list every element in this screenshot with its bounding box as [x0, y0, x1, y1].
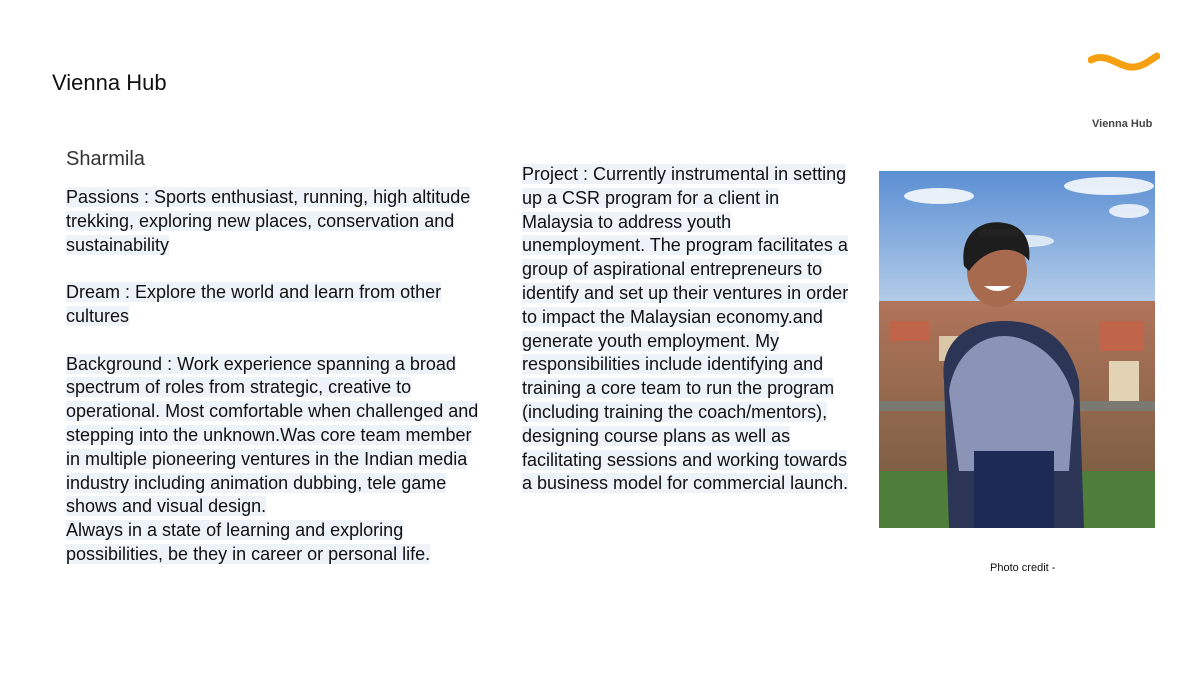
profile-name: Sharmila [66, 148, 145, 170]
page-title: Vienna Hub [52, 70, 167, 95]
photo-credit: Photo credit - [990, 562, 1056, 574]
profile-photo [879, 171, 1155, 528]
profile-right-column [522, 163, 852, 496]
background-text: Background : Work experience spanning a broad spectrum of roles from strategic, creative to operational. Most comfortable when challenged and stepping into the unknown.Was core team member in multiple pioneering ventures in the Indian media industry including animation dubbing, tele game shows and visual design. [66, 353, 479, 517]
background-extra-text: Always in a state of learning and exploring possibilities, be they in career or personal life. [66, 520, 431, 564]
logo-text: Vienna Hub [1092, 118, 1153, 130]
passions-text: Passions : Sports enthusiast, running, high altitude trekking, exploring new places, conservation and sustainability [66, 187, 471, 255]
dream-text: Dream : Explore the world and learn from other cultures [66, 282, 442, 326]
profile-left-column [66, 186, 486, 567]
project-text: Project : Currently instrumental in setting up a CSR program for a client in Malaysia to address youth unemployment. The program facilitates a group of aspirational entrepreneurs to identify and set up their ventures in order to impact the Malaysian economy.and generate youth employment. My responsibilities include identifying and training a core team to run the program (including training the coach/mentors), designing course plans as well as facilitating sessions and working towards a business model for commercial launch. [522, 164, 849, 494]
vienna-hub-logo-icon [1088, 50, 1160, 80]
